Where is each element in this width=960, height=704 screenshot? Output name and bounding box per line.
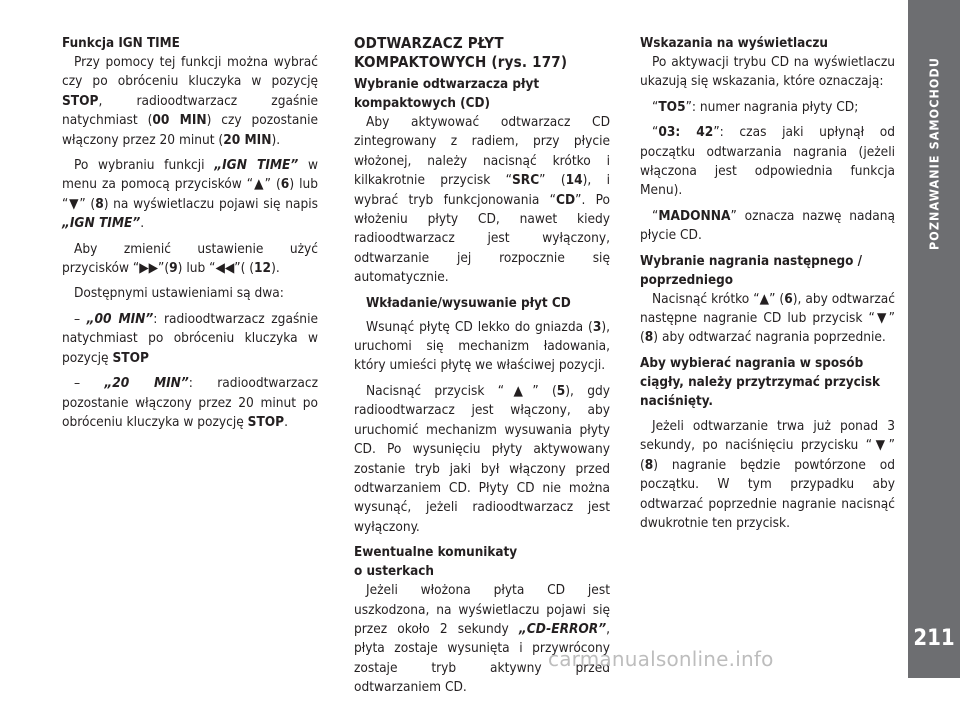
- watermark: carmanualsonline.info: [548, 647, 774, 671]
- cd-select-paragraph: Aby aktywować odtwarzacz CD zintegrowany z radiem, przy płycie włożonej, należy nacisnąć krótko i kilkakrotnie przycisk “SRC” (14), i wybrać tryb funkcjonowania “CD”. Po włożeniu płyty CD, nawet kiedy radioodtwarzacz jest wyłączony, odtwarzanie jej rozpocznie się automatycznie.: [354, 114, 610, 286]
- column-2: [354, 34, 610, 704]
- display-indications-heading: Wskazania na wyświetlaczu: [640, 36, 828, 51]
- cd-error-paragraph: Jeżeli włożona płyta CD jest uszkodzona, na wyświetlaczu pojawi się przez około 2 sekundy „CD-ERROR”, płyta zostaje wysunięta i przywrócony zostaje tryb aktywny przed odtwarzaniem CD.: [354, 582, 610, 696]
- ign-time-paragraph-2: Po wybraniu funkcji „IGN TIME” w menu za pomocą przycisków “▲” (6) lub “▼” (8) na wyświetlaczu pojawi się napis „IGN TIME”.: [62, 157, 318, 232]
- column-1: [62, 34, 318, 438]
- display-indications-intro: Po aktywacji trybu CD na wyświetlaczu ukazują się wskazania, które oznaczają:: [640, 54, 895, 90]
- cd-eject-paragraph: Nacisnąć przycisk “▲” (5), gdy radioodtwarzacz jest włączony, aby uruchomić mechanizm wysuwania płyty CD. Po wysunięciu płyty aktywowany zostanie tryb jaki był włączony przed odtwarzaniem CD. Płyty CD nie można wysunąć, jeżeli radioodtwarzacz jest wyłączony.: [354, 382, 610, 535]
- cd-insert-eject-heading: Wkładanie/wysuwanie płyt CD: [366, 295, 571, 311]
- display-cd-name: “MADONNA” oznacza nazwę nadaną płycie CD.: [640, 207, 895, 244]
- next-prev-track-heading: Wybranie nagrania następnego / poprzedniego: [640, 253, 863, 288]
- ign-time-heading: Funkcja IGN TIME: [62, 36, 180, 51]
- continuous-select-heading: Aby wybierać nagrania w sposób ciągły, należy przytrzymać przycisk naciśnięty.: [640, 355, 881, 409]
- display-track-number: “TO5”: numer nagrania płyty CD;: [652, 98, 859, 115]
- cd-insert-paragraph: Wsunąć płytę CD lekko do gniazda (3), uruchomi się mechanizm ładowania, który umieści płytę we właściwej pozycji.: [354, 318, 610, 374]
- next-prev-track-paragraph: Nacisnąć krótko “▲” (6), aby odtwarzać następne nagranie CD lub przycisk “▼” (8) aby odtwarzać nagrania poprzednie.: [640, 290, 895, 346]
- page-number: 211: [913, 626, 955, 651]
- cd-player-title: ODTWARZACZ PŁYT KOMPAKTOWYCH (rys. 177): [354, 34, 568, 71]
- column-3: [640, 34, 895, 539]
- ign-time-option-00-min: – „00 MIN”: radioodtwarzacz zgaśnie natychmiast po obróceniu kluczyka w pozycję STOP: [62, 310, 318, 366]
- repeat-track-paragraph: Jeżeli odtwarzanie trwa już ponad 3 sekundy, po naciśnięciu przycisku “▼” (8) nagranie będzie powtórzone od początku. W tym przypadku aby odtwarzać poprzednie nagranie nacisnąć dwukrotnie ten przycisk.: [640, 417, 895, 531]
- ign-time-paragraph-3: Aby zmienić ustawienie użyć przycisków “▶▶”(9) lub “◀◀”( (12).: [62, 240, 318, 277]
- cd-select-heading: Wybranie odtwarzacza płyt kompaktowych (CD): [354, 77, 540, 111]
- ign-time-option-20-min: – „20 MIN”: radioodtwarzacz pozostanie włączony przez 20 minut po obróceniu kluczyka w pozycję STOP.: [62, 375, 318, 430]
- cd-error-heading: Ewentualne komunikaty o usterkach: [354, 545, 518, 580]
- display-elapsed-time: “03: 42”: czas jaki upłynął od początku odtwarzania nagrania (jeżeli włączona jest odpowiednia funkcja Menu).: [640, 124, 895, 199]
- ign-time-paragraph-1: Przy pomocy tej funkcji można wybrać czy po obróceniu kluczyka w pozycję STOP, radioodtwarzacz zgaśnie natychmiast (00 MIN) czy pozostanie włączony przez 20 minut (20 MIN).: [62, 54, 318, 148]
- section-title: POZNAWANIE SAMOCHODU: [926, 57, 942, 251]
- ign-time-paragraph-4: Dostępnymi ustawieniami są dwa:: [74, 285, 284, 302]
